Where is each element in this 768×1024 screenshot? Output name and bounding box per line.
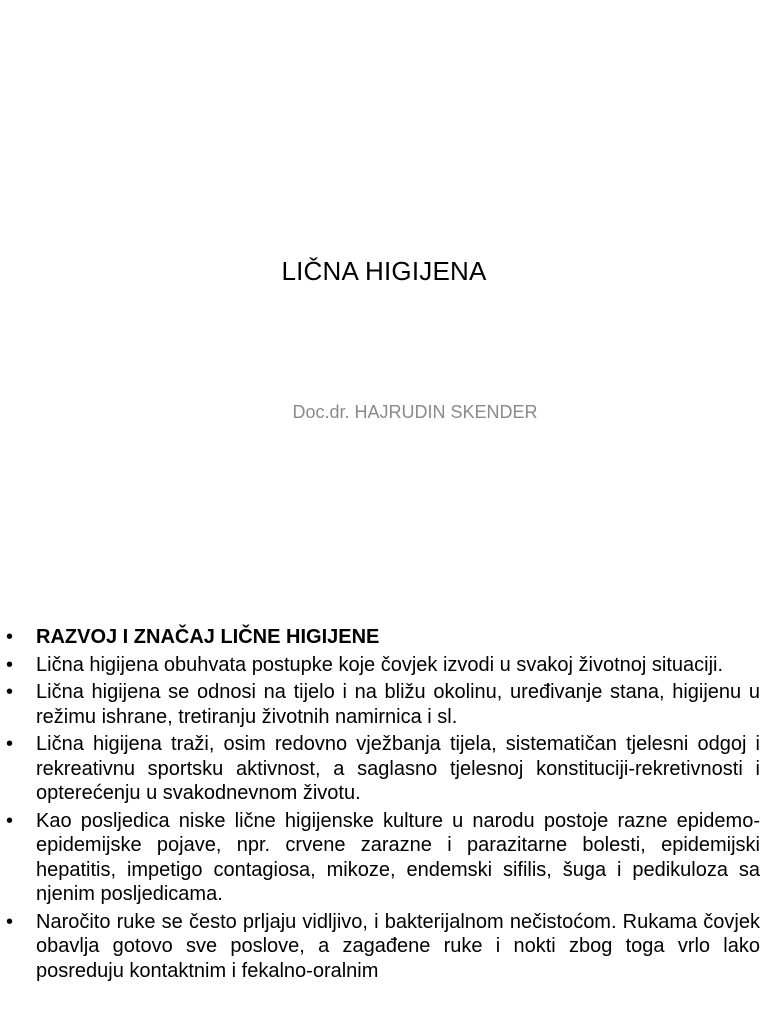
bullet-item — [6, 910, 760, 984]
bullet-item-heading — [6, 625, 760, 650]
bullet-text: RAZVOJ I ZNAČAJ LIČNE HIGIJENE — [36, 626, 380, 648]
bullet-icon: • — [6, 681, 14, 703]
bullet-item — [6, 809, 760, 907]
content-slide — [0, 597, 768, 1024]
bullet-icon: • — [6, 809, 14, 832]
bullet-icon: • — [6, 626, 14, 648]
bullet-text: Lična higijena traži, osim redovno vježbanja tijela, sistematičan tjelesni odgoj i rekreativnu sportsku aktivnost, a saglasno tjelesnoj konstituciji-rekretivnosti i opterećenju u svakodnevnom životu. — [36, 733, 760, 804]
bullet-list — [6, 625, 760, 986]
bullet-item — [6, 653, 760, 678]
slide-subtitle-author: Doc.dr. HAJRUDIN SKENDER — [292, 402, 538, 422]
bullet-icon: • — [6, 910, 14, 933]
bullet-text: Naročito ruke se često prljaju vidljivo, i bakterijalnom nečistoćom. Rukama čovjek obavlja gotovo sve poslove, a zagađene ruke i nokti zbog toga vrlo lako posreduju kontaktnim i fekalno-oralnim — [36, 910, 760, 982]
bullet-text: Lična higijena obuhvata postupke koje čovjek izvodi u svakoj životnoj situaciji. — [36, 653, 724, 676]
slide-divider — [0, 576, 768, 597]
bullet-text: Kao posljedica niske lične higijenske kulture u narodu postoje razne epidemo-epidemijske pojave, npr. crvene zarazne i parazitarne bolesti, epidemijski hepatitis, impetigo contagiosa, mikoze, endemski sifilis, šuga i pedikuloza sa njenim posljedicama. — [36, 809, 760, 905]
bullet-item — [6, 680, 760, 729]
bullet-icon: • — [6, 733, 14, 755]
bullet-icon: • — [6, 653, 14, 676]
slide-title: LIČNA HIGIJENA — [281, 256, 487, 286]
bullet-text: Lična higijena se odnosi na tijelo i na bližu okolinu, uređivanje stana, higijenu u režimu ishrane, tretiranju životnih namirnica i sl. — [36, 681, 760, 728]
bullet-item — [6, 732, 760, 806]
